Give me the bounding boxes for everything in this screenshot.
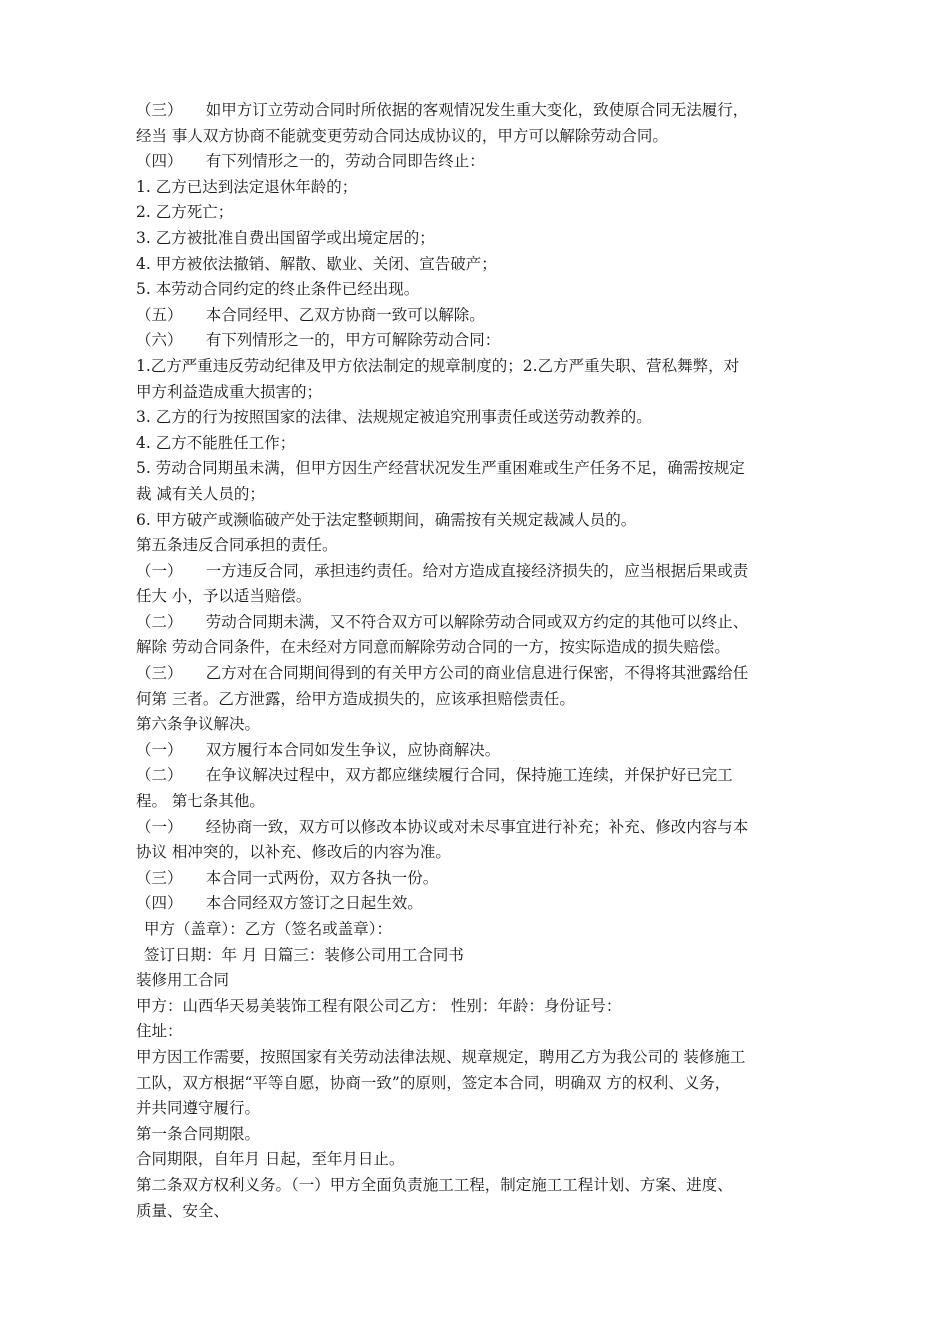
paragraph-line: （三） 本合同一式两份，双方各执一份。 — [136, 868, 439, 887]
list-item: 6. 甲方破产或濒临破产处于法定整顿期间，确需按有关规定裁减人员的。 — [136, 510, 637, 529]
list-item: 1. 乙方已达到法定退休年龄的； — [136, 177, 358, 196]
paragraph-line: （五） 本合同经甲、乙双方协商一致可以解除。 — [136, 305, 485, 324]
party-info-line: 甲方：山西华天易美装饰工程有限公司乙方： 性别：年龄：身份证号： — [136, 996, 622, 1015]
paragraph-line: 经当 事人双方协商不能就变更劳动合同达成协议的，甲方可以解除劳动合同。 — [136, 126, 668, 145]
section-heading: 第六条争议解决。 — [136, 715, 261, 734]
document-title: 装修用工合同 — [136, 971, 230, 990]
list-item: 5. 劳动合同期虽未满，但甲方因生产经营状况发生严重困难或生产任务不足，确需按规定 — [136, 459, 745, 478]
paragraph-line: （一） 经协商一致，双方可以修改本协议或对未尽事宜进行补充；补充、修改内容与本 — [136, 817, 749, 836]
list-item: 4. 乙方不能胜任工作； — [136, 433, 296, 452]
paragraph-line: 并共同遵守履行。 — [136, 1099, 261, 1118]
paragraph-line: （三） 乙方对在合同期间得到的有关甲方公司的商业信息进行保密，不得将其泄露给任 — [136, 664, 749, 683]
paragraph-line: 解除 劳动合同条件，在未经对方同意而解除劳动合同的一方，按实际造成的损失赔偿。 — [136, 638, 730, 657]
paragraph-line: 何第 三者。乙方泄露，给甲方造成损失的，应该承担赔偿责任。 — [136, 689, 575, 708]
list-item: 2. 乙方死亡； — [136, 203, 234, 222]
paragraph-line: （四） 本合同经双方签订之日起生效。 — [136, 894, 423, 913]
paragraph-line: （一） 双方履行本合同如发生争议，应协商解决。 — [136, 740, 501, 759]
paragraph-line: 工队，双方根据“平等自愿，协商一致”的原则，签定本合同，明确双 方的权利、义务， — [136, 1073, 731, 1092]
paragraph-line: （二） 在争议解决过程中，双方都应继续履行合同，保持施工连续，并保护好已完工 — [136, 766, 733, 785]
list-item: 甲方利益造成重大损害的； — [136, 382, 323, 401]
signature-line: 甲方（盖章）：乙方（签名或盖章）： — [144, 920, 393, 938]
paragraph-line: 合同期限，自年月 日起，至年月日止。 — [136, 1150, 405, 1169]
paragraph-line: 程。 第七条其他。 — [136, 792, 265, 811]
list-item: 3. 乙方被批准自费出国留学或出境定居的； — [136, 228, 435, 247]
list-item: 5. 本劳动合同约定的终止条件已经出现。 — [136, 280, 420, 299]
paragraph-line: 质量、安全、 — [136, 1201, 230, 1220]
paragraph-line: （二） 劳动合同期未满，又不符合双方可以解除劳动合同或双方约定的其他可以终止、 — [136, 612, 749, 631]
document-body — [136, 98, 816, 1224]
section-heading: 第五条违反合同承担的责任。 — [136, 536, 338, 555]
paragraph-line: 任大 小，予以适当赔偿。 — [136, 587, 312, 606]
list-item: 3. 乙方的行为按照国家的法律、法规规定被追究刑事责任或送劳动教养的。 — [136, 408, 652, 427]
section-heading: 第一条合同期限。 — [136, 1124, 261, 1143]
paragraph-line: （三） 如甲方订立劳动合同时所依据的客观情况发生重大变化，致使原合同无法履行， — [136, 101, 749, 119]
section-heading: 第二条双方权利义务。（一）甲方全面负责施工工程，制定施工工程计划、方案、进度、 — [136, 1175, 733, 1194]
signing-date-line: 签订日期：年 月 日篇三：装修公司用工合同书 — [144, 945, 464, 964]
paragraph-line: （四） 有下列情形之一的，劳动合同即告终止： — [136, 152, 485, 171]
list-item: 1.乙方严重违反劳动纪律及甲方依法制定的规章制度的；2.乙方严重失职、营私舞弊，对 — [136, 356, 740, 375]
paragraph-line: （六） 有下列情形之一的，甲方可解除劳动合同： — [136, 331, 501, 350]
paragraph-line: 协议 相冲突的，以补充、修改后的内容为准。 — [136, 843, 451, 862]
list-item: 4. 甲方被依法撤销、解散、歇业、关闭、宣告破产； — [136, 254, 497, 273]
address-line: 住址： — [136, 1022, 183, 1041]
paragraph-line: （一） 一方违反合同，承担违约责任。给对方造成直接经济损失的，应当根据后果或责 — [136, 561, 749, 580]
list-item: 裁 减有关人员的； — [136, 484, 265, 503]
paragraph-line: 甲方因工作需要，按照国家有关劳动法律法规、规章规定，聘用乙方为我公司的 装修施工 — [136, 1047, 746, 1066]
